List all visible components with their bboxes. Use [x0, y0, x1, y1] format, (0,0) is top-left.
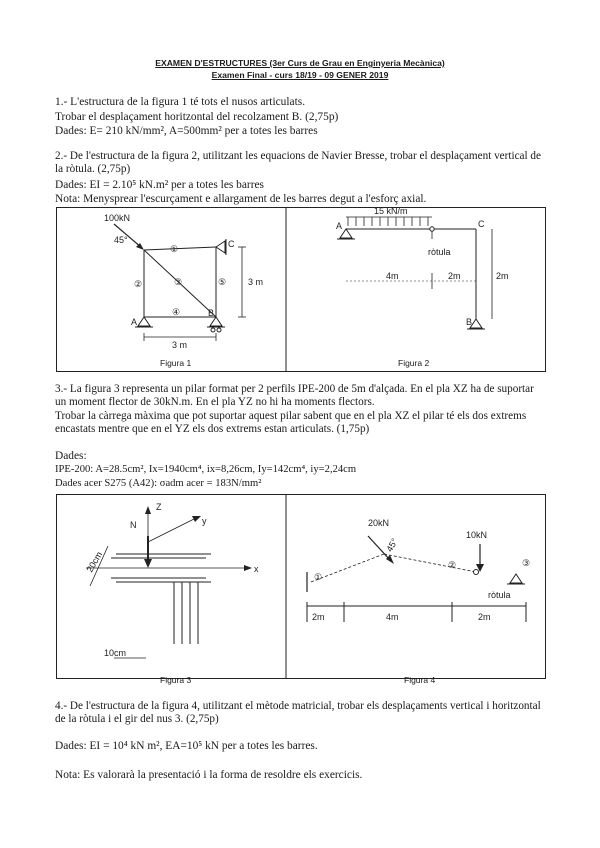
figure-1 — [104, 213, 263, 350]
q1-task: Trobar el desplaçament horitzontal del recolzament B. (2,75p) — [55, 111, 339, 123]
exam-title: EXAMEN D'ESTRUCTURES (3er Curs de Grau en Enginyeria Mecànica) — [155, 58, 445, 68]
q2-note: Nota: Menysprear l'escurçament e allargament de les barres degut a l'esforç axial. — [55, 193, 427, 205]
fig1-bar-3: ③ — [174, 277, 183, 287]
fig2-node-a: A — [336, 221, 343, 231]
q3-statement: 3.- La figura 3 representa un pilar format per 2 perfils IPE-200 de 5m d'alçada. En el pla XZ ha de suportar un moment flector de 30kN.m. En el pla YZ no hi ha moments flectors. — [55, 383, 534, 408]
fig2-dim-v: 2m — [496, 271, 509, 281]
figure-3 — [85, 502, 259, 658]
q2-statement: 2.- De l'estructura de la figura 2, utilitzant les equacions de Navier Bresse, trobar el desplaçament vertical de la ròtula. (2,75p) — [55, 150, 541, 175]
q4-statement: 4.- De l'estructura de la figura 4, utilitzant el mètode matricial, trobar els desplaçaments vertical i horitzontal de la ròtula i el gir del nus 3. (2,75p) — [55, 700, 541, 725]
q4-data: Dades: EI = 10⁴ kN m², EA=10⁵ kN per a totes les barres. — [55, 740, 318, 752]
q3-data-title: Dades: — [55, 450, 87, 462]
fig4-caption: Figura 4 — [404, 675, 436, 685]
fig3-z-axis: Z — [156, 502, 162, 512]
fig3-dim-bottom: 10cm — [104, 648, 127, 658]
exam-subtitle: Examen Final - curs 18/19 - 09 GENER 2019 — [211, 70, 389, 80]
fig4-dim-3: 2m — [478, 612, 491, 622]
figure-4 — [307, 518, 530, 622]
fig4-angle: 45° — [384, 536, 400, 554]
q3-task: Trobar la càrrega màxima que pot suportar aquest pilar sabent que en el pla XZ el pilar té els dos extrems encastats mentre que en el YZ els dos extrems estan articulats. (1,75p) — [55, 410, 527, 435]
q2-data: Dades: EI = 2.10⁵ kN.m² per a totes les barres — [55, 179, 264, 191]
fig2-dim-1: 4m — [386, 271, 399, 281]
fig4-load-1: 20kN — [368, 518, 390, 528]
figure-2 — [336, 207, 509, 329]
q3-ipe-data: IPE-200: A=28.5cm², Ix=1940cm⁴, ix=8,26cm, Iy=142cm⁴, iy=2,24cm — [55, 464, 357, 475]
fig2-caption: Figura 2 — [398, 358, 430, 368]
fig1-node-a: A — [131, 317, 138, 327]
fig1-node-c: C — [228, 239, 235, 249]
fig1-angle-label: 45° — [114, 235, 128, 245]
fig3-n-load: N — [130, 520, 137, 530]
q3-steel-data: Dades acer S275 (A42): σadm acer = 183N/mm² — [55, 478, 262, 489]
fig1-bar-4: ④ — [172, 307, 181, 317]
fig1-bar-5: ⑤ — [218, 277, 227, 287]
q1-statement: 1.- L'estructura de la figura 1 té tots el nusos articulats. — [55, 96, 306, 108]
fig1-dim-h: 3 m — [172, 340, 188, 350]
fig4-dim-2: 4m — [386, 612, 399, 622]
fig2-hinge-label: ròtula — [428, 247, 451, 257]
figures-1-2 — [56, 207, 546, 372]
fig1-dim-v: 3 m — [248, 277, 264, 287]
fig3-y-axis: y — [202, 516, 207, 526]
q1-data: Dades: E= 210 kN/mm², A=500mm² per a totes les barres — [55, 125, 318, 137]
fig3-x-axis: x — [254, 564, 259, 574]
fig2-dim-2: 2m — [448, 271, 461, 281]
figures-3-4 — [56, 494, 546, 679]
fig2-load-label: 15 kN/m — [374, 207, 408, 216]
fig1-bar-2: ② — [134, 279, 143, 289]
fig3-dim-diag: 20cm — [84, 549, 105, 574]
fig1-node-b: B — [208, 308, 215, 318]
fig1-caption: Figura 1 — [160, 358, 192, 368]
fig1-bar-1: ① — [170, 244, 179, 254]
fig3-caption: Figura 3 — [160, 675, 192, 685]
fig4-node-3: ③ — [522, 558, 531, 568]
fig4-dim-1: 2m — [312, 612, 325, 622]
fig4-node-1: ① — [314, 572, 323, 582]
q4-note: Nota: Es valorarà la presentació i la forma de resoldre els exercicis. — [55, 769, 363, 781]
fig1-load-label: 100kN — [104, 213, 131, 223]
fig4-hinge-label: ròtula — [488, 590, 511, 600]
fig2-node-b: B — [466, 317, 473, 327]
fig4-node-2: ② — [448, 560, 457, 570]
fig4-load-2: 10kN — [466, 530, 488, 540]
fig2-node-c: C — [478, 219, 485, 229]
